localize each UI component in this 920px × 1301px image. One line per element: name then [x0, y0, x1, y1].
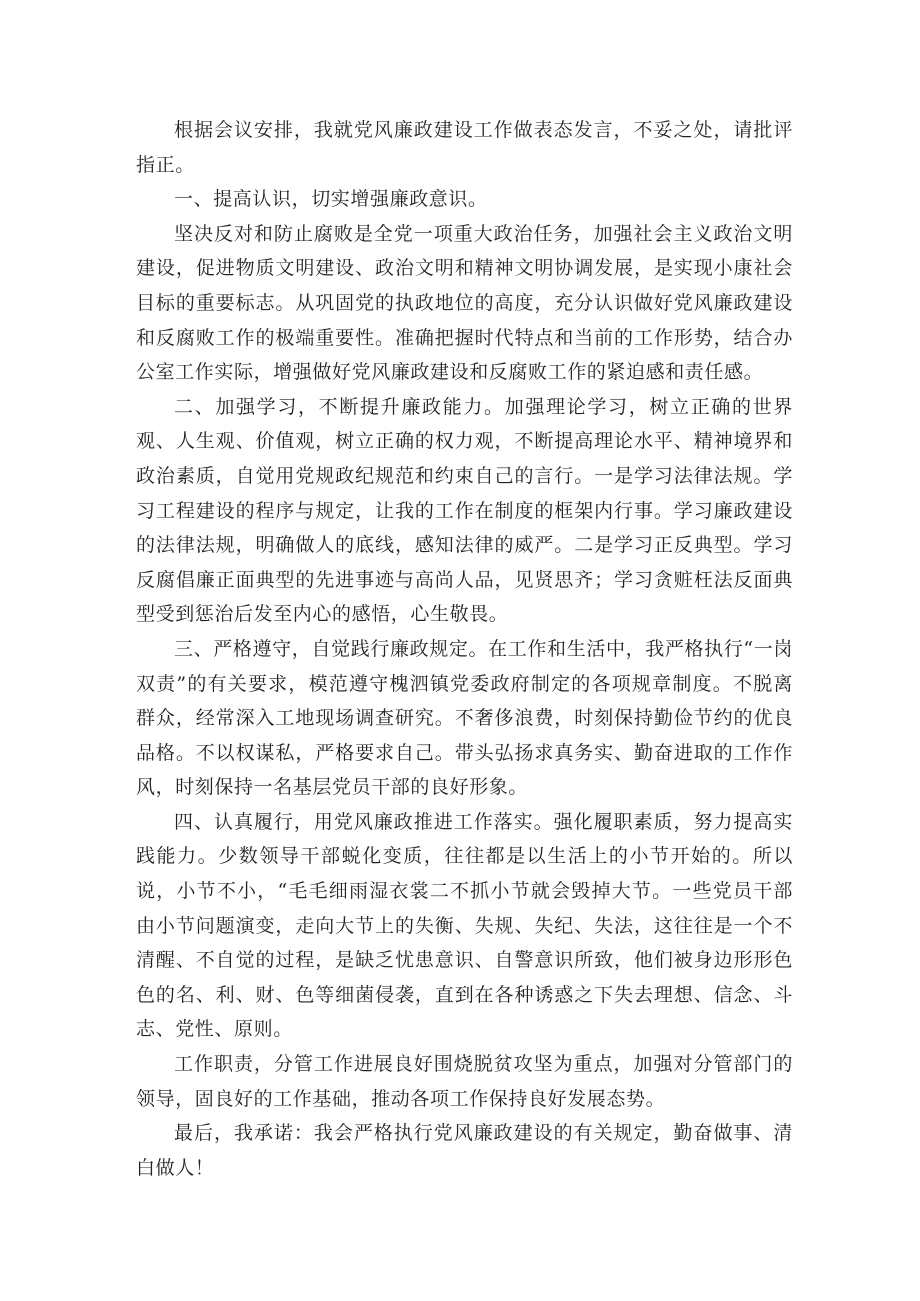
document-body: [136, 113, 793, 1185]
opening-paragraph: 根据会议安排，我就党风廉政建设工作做表态发言，不妥之处，请批评指正。: [136, 119, 793, 176]
duties-paragraph: 工作职责，分管工作进展良好围烧脱贫攻坚为重点，加强对分管部门的领导，固良好的工作基础，推动各项工作保持良好发展态势。: [136, 1053, 793, 1110]
section-2-paragraph: 二、加强学习，不断提升廉政能力。加强理论学习，树立正确的世界观、人生观、价值观，树立正确的权力观，不断提高理论水平、精神境界和政治素质，自觉用党规政纪规范和约束自己的言行。一是学习法律法规。学习工程建设的程序与规定，让我的工作在制度的框架内行事。学习廉政建设的法律法规，明确做人的底线，感知法律的威严。二是学习正反典型。学习反腐倡廉正面典型的先进事迹与高尚人品，见贤思齐；学习贪赃枉法反面典型受到惩治后发至内心的感悟，心生敬畏。: [136, 395, 793, 626]
section-1-paragraph: 坚决反对和防止腐败是全党一项重大政治任务，加强社会主义政治文明建设，促进物质文明建设、政治文明和精神文明协调发展，是实现小康社会目标的重要标志。从巩固党的执政地位的高度，充分认识做好党风廉政建设和反腐败工作的极端重要性。准确把握时代特点和当前的工作形势，结合办公室工作实际，增强做好党风廉政建设和反腐败工作的紧迫感和责任感。: [136, 222, 793, 384]
section-4-paragraph: 四、认真履行，用党风廉政推进工作落实。强化履职素质，努力提高实践能力。少数领导干部蜕化变质，往往都是以生活上的小节开始的。所以说，小节不小，“毛毛细雨湿衣裳二不抓小节就会毁掉大节。一些党员干部由小节问题演变，走向大节上的失衡、失规、失纪、失法，这往往是一个不清醒、不自觉的过程，是缺乏忧患意识、自警意识所致，他们被身边形形色色的名、利、财、色等细菌侵袭，直到在各种诱惑之下失去理想、信念、斗志、党性、原则。: [136, 810, 793, 1041]
section-heading-1: 一、提高认识，切实增强廉政意识。: [174, 188, 488, 211]
closing-paragraph: 最后，我承诺：我会严格执行党风廉政建设的有关规定，勤奋做事、清白做人！: [136, 1122, 793, 1179]
section-3-paragraph: 三、严格遵守，自觉践行廉政规定。在工作和生活中，我严格执行“一岗双责”的有关要求，模范遵守槐泗镇党委政府制定的各项规章制度。不脱离群众，经常深入工地现场调查研究。不奢侈浪费，时刻保持勤俭节约的优良品格。不以权谋私，严格要求自己。带头弘扬求真务实、勤奋进取的工作作风，时刻保持一名基层党员干部的良好形象。: [136, 637, 793, 799]
